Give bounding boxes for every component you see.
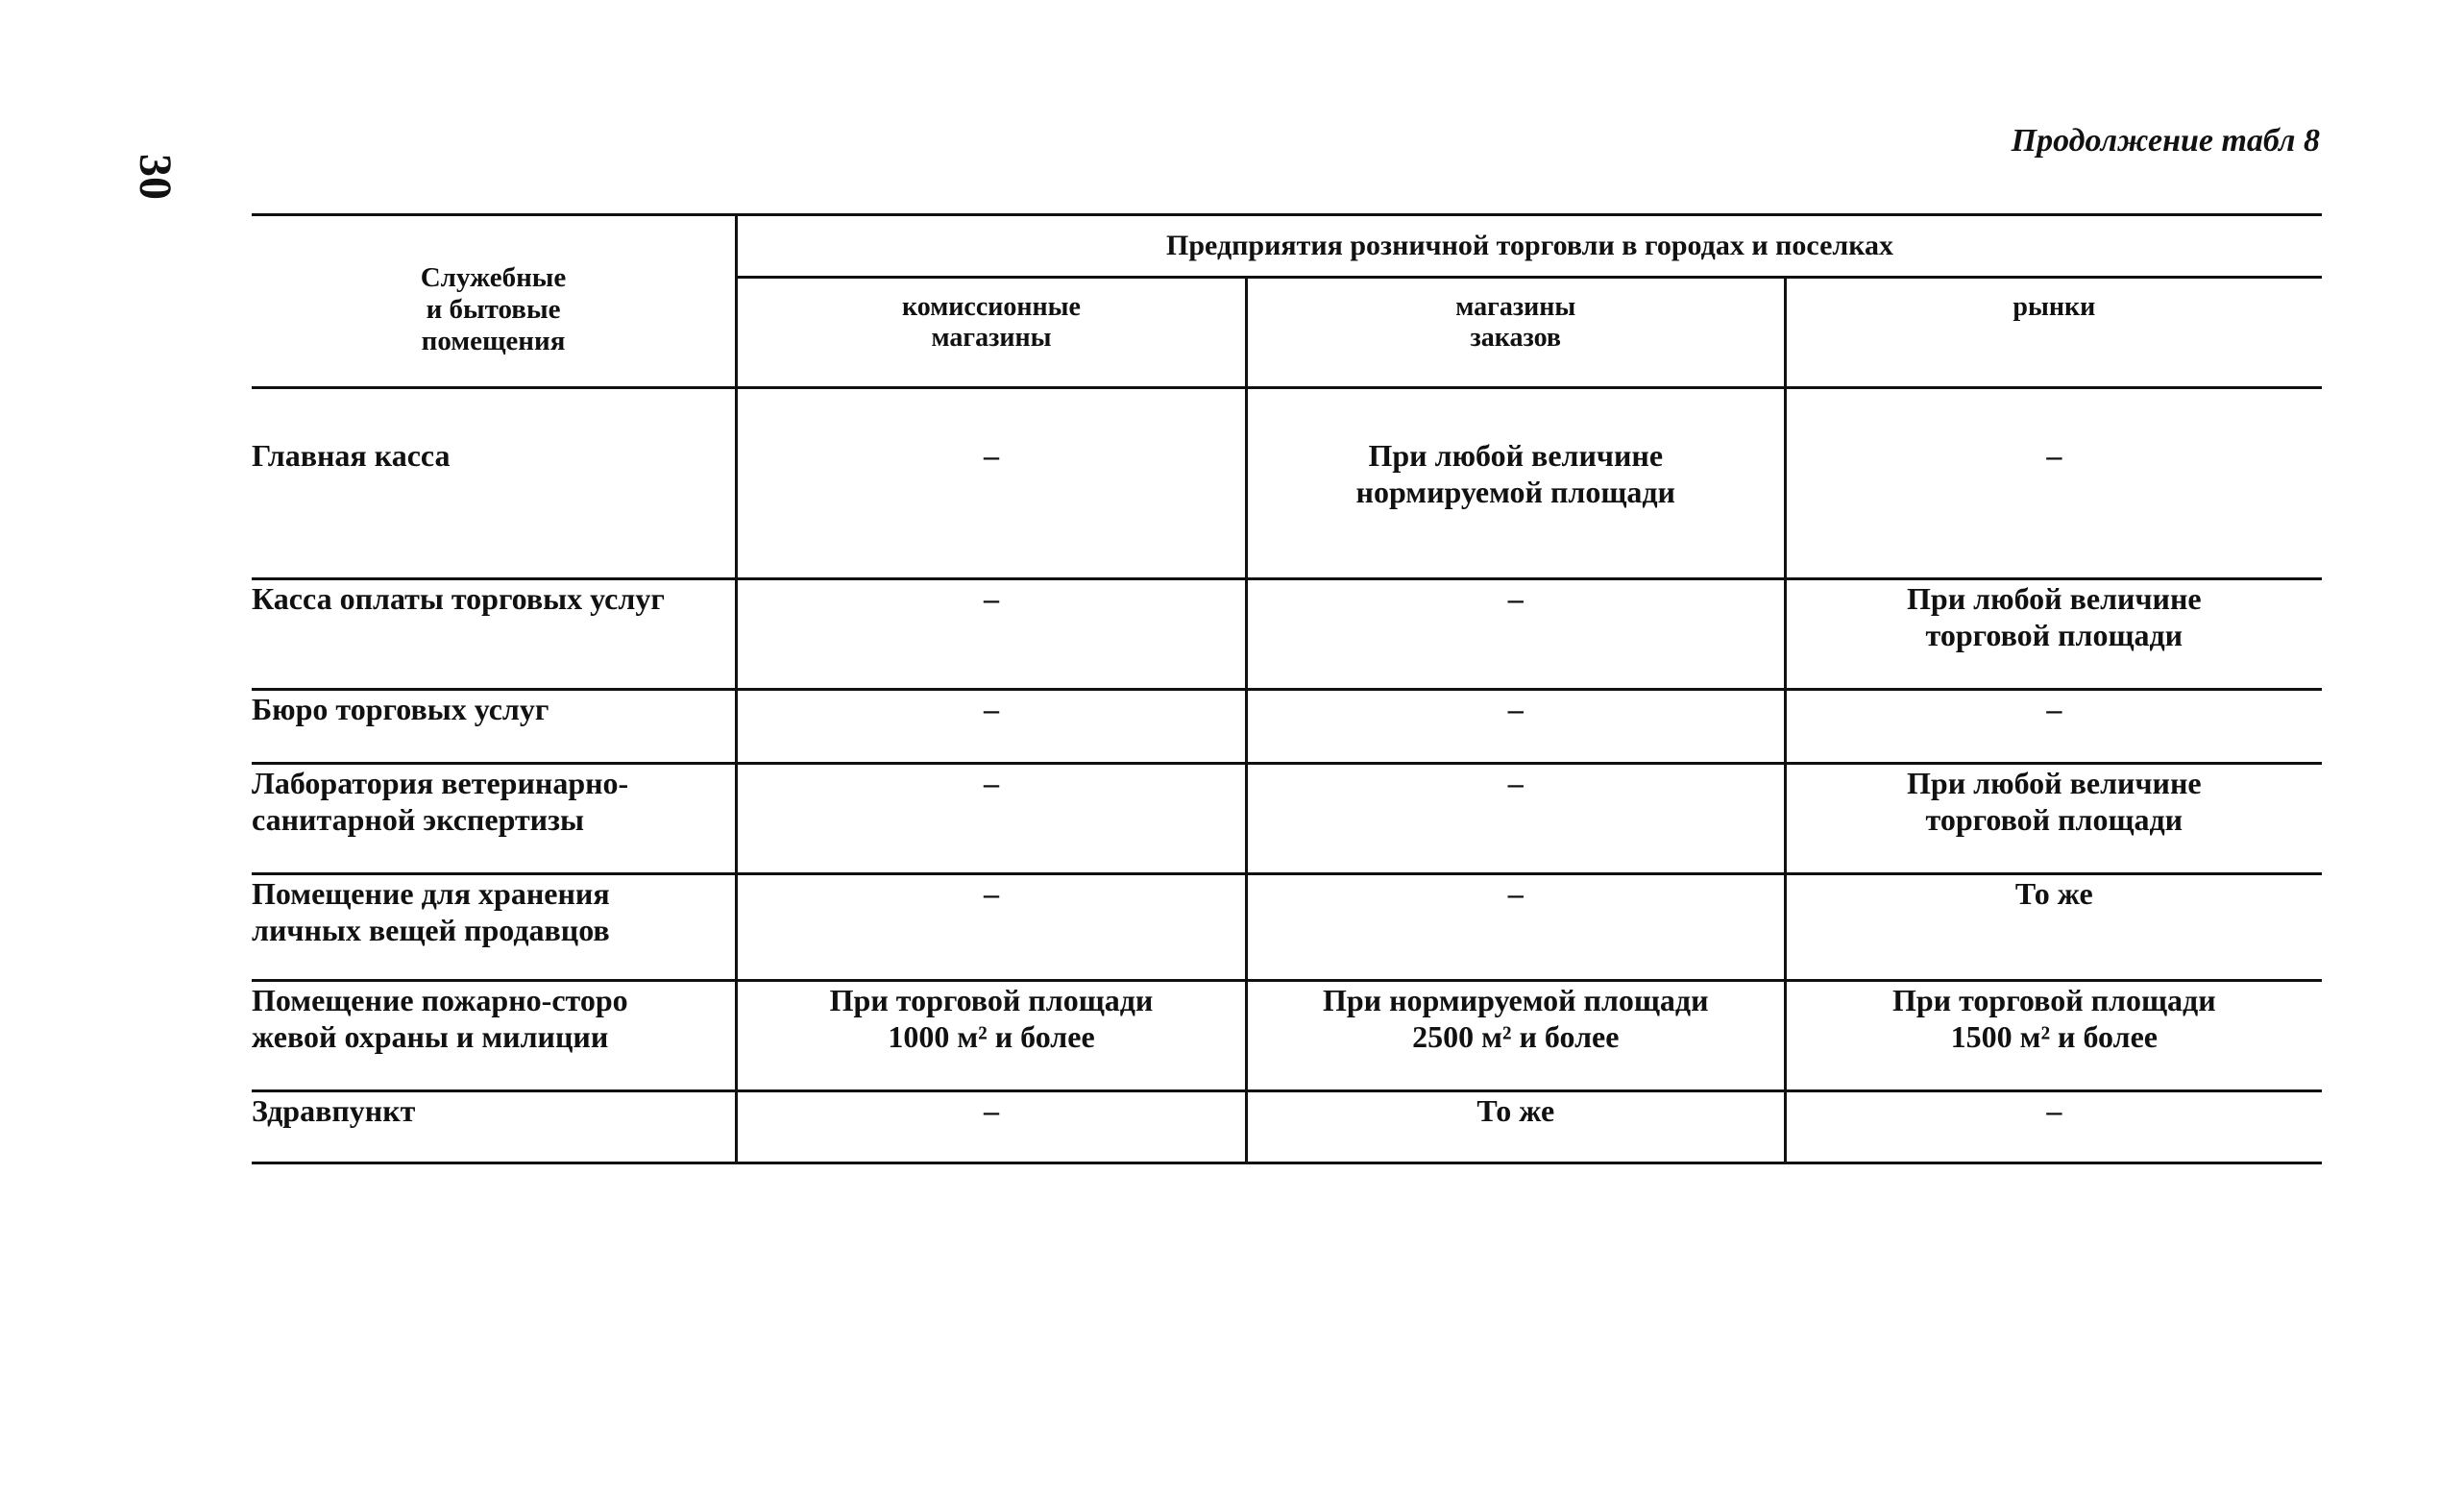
table-cell: При любой величине нормируемой площади <box>1246 388 1785 579</box>
table-cell: – <box>737 874 1247 981</box>
table-cell: То же <box>1785 874 2322 981</box>
column-header-commission-shops: комиссионные магазины <box>737 278 1247 388</box>
group-header: Предприятия розничной торговли в городах и поселках <box>737 215 2322 278</box>
row-name: Бюро торговых услуг <box>252 690 737 764</box>
table-cell: – <box>1785 388 2322 579</box>
table-cell: – <box>1246 690 1785 764</box>
table-cell: – <box>737 1091 1247 1163</box>
table-cell: – <box>737 579 1247 690</box>
table-cell: – <box>1785 690 2322 764</box>
table-cell: При нормируемой площади 2500 м² и более <box>1246 981 1785 1091</box>
table-row <box>252 981 2322 1091</box>
table-row <box>252 690 2322 764</box>
table-cell: При любой величине торговой площади <box>1785 764 2322 874</box>
table-cell: – <box>737 690 1247 764</box>
table-row <box>252 388 2322 579</box>
row-name: Лаборатория ветеринарно- санитарной экспертизы <box>252 764 737 874</box>
table-cell: – <box>737 388 1247 579</box>
table-cell: – <box>1246 579 1785 690</box>
table-cell: При торговой площади 1500 м² и более <box>1785 981 2322 1091</box>
row-header: Служебные и бытовые помещения <box>252 215 737 388</box>
table-cell: То же <box>1246 1091 1785 1163</box>
table-cell: – <box>1246 874 1785 981</box>
row-name: Касса оплаты торговых услуг <box>252 579 737 690</box>
table-cell: – <box>1246 764 1785 874</box>
column-header-order-shops: магазины заказов <box>1246 278 1785 388</box>
row-name: Главная касса <box>252 388 737 579</box>
table-row <box>252 764 2322 874</box>
page-number: 30 <box>130 154 181 200</box>
table-continuation-caption: Продолжение табл 8 <box>2011 123 2320 159</box>
table-cell: – <box>737 764 1247 874</box>
table-header-row <box>252 215 2322 278</box>
table-cell: – <box>1785 1091 2322 1163</box>
table-row <box>252 579 2322 690</box>
premises-table <box>252 213 2322 1164</box>
table-row <box>252 874 2322 981</box>
column-header-markets: рынки <box>1785 278 2322 388</box>
row-name: Помещение для хранения личных вещей продавцов <box>252 874 737 981</box>
row-name: Здравпункт <box>252 1091 737 1163</box>
table-cell: При любой величине торговой площади <box>1785 579 2322 690</box>
row-name: Помещение пожарно-сторо жевой охраны и милиции <box>252 981 737 1091</box>
table-row <box>252 1091 2322 1163</box>
table-cell: При торговой площади 1000 м² и более <box>737 981 1247 1091</box>
